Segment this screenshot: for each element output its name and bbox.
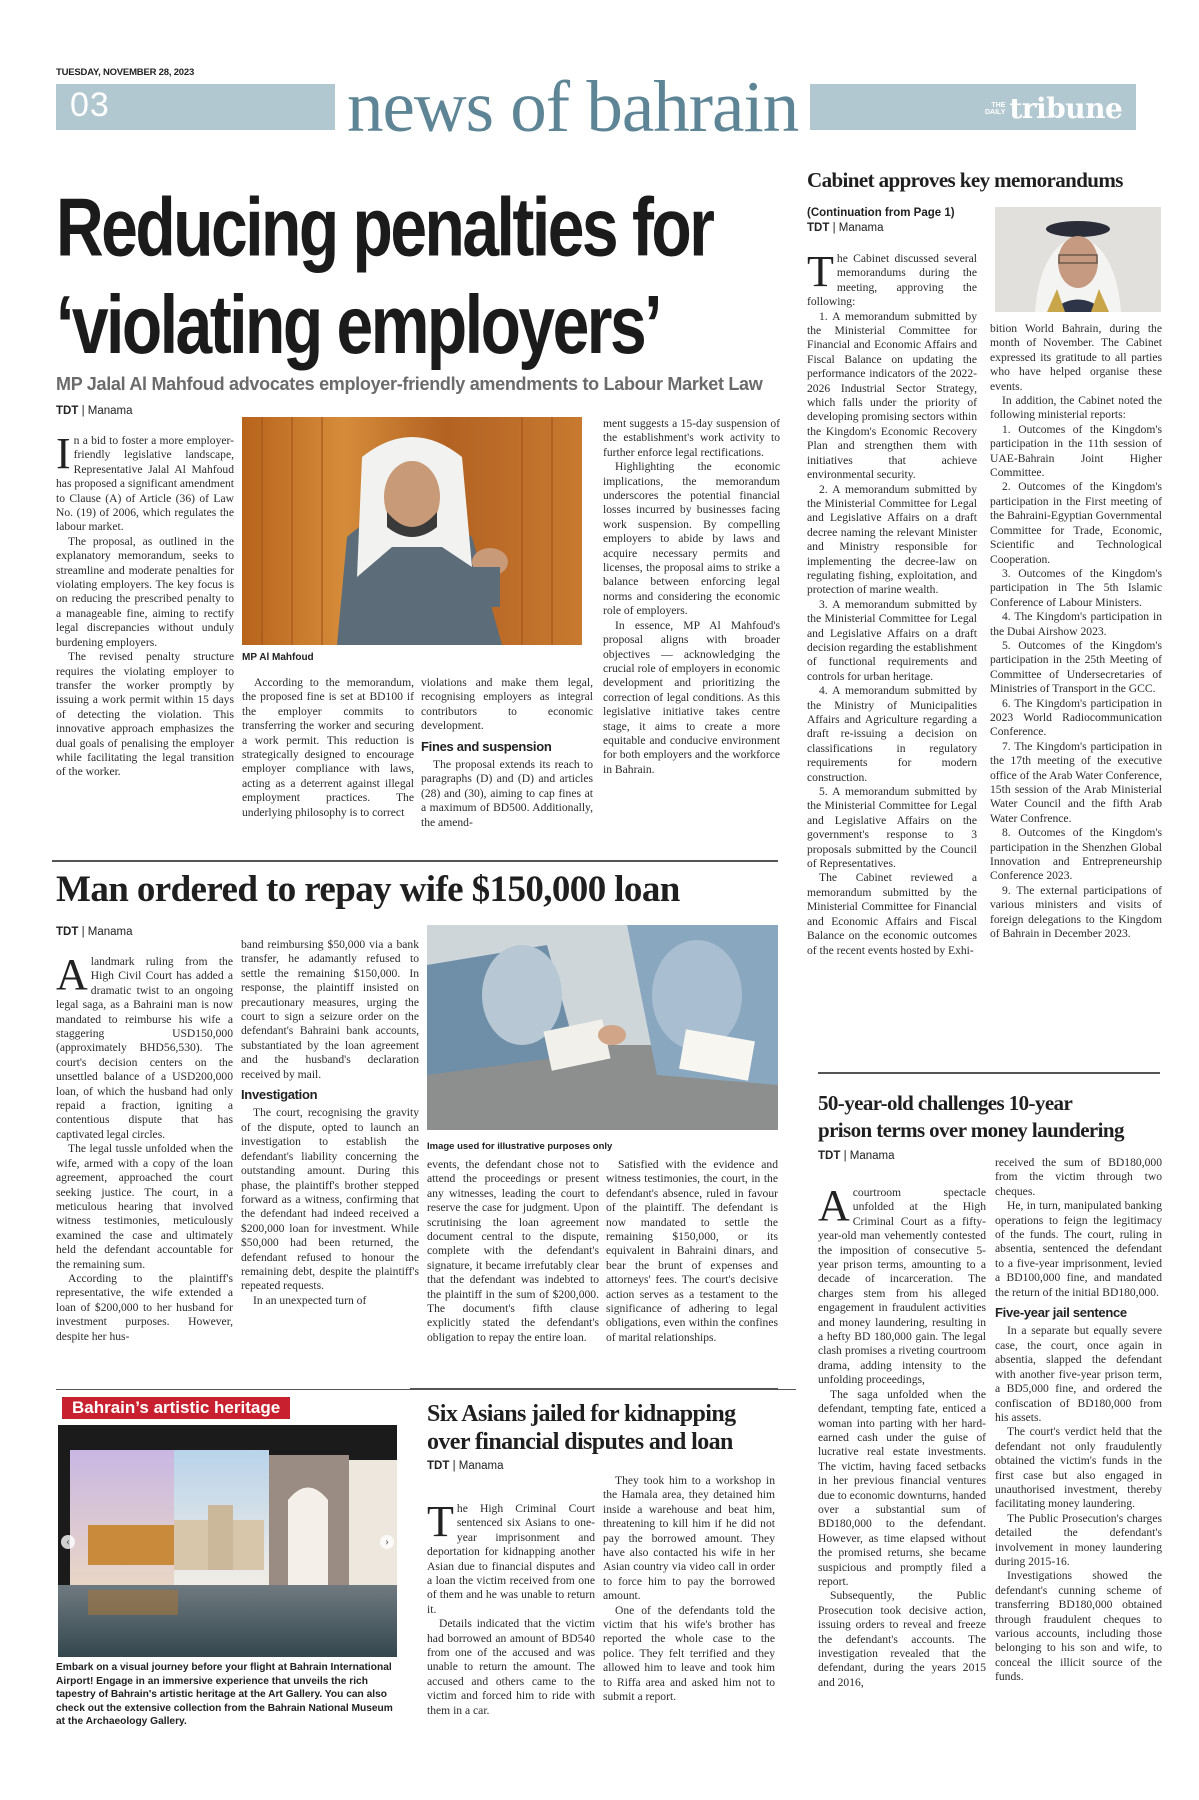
divider (52, 860, 778, 862)
list-item: 5. Outcomes of the Kingdom's participation in the 25th Meeting of Committee of Undersecretaries of Ministries of Transport in the GCC. (990, 638, 1162, 696)
investigation-subhead: Investigation (241, 1087, 318, 1103)
byline-source: TDT (807, 222, 830, 234)
loan-col-2 (241, 938, 419, 1308)
carousel-next-button[interactable] (380, 1535, 394, 1549)
list-item: 8. Outcomes of the Kingdom's participation in the Shenzhen Global Innovation and Entrepreneurship Conference 2023. (990, 826, 1162, 883)
heritage-tag: Bahrain’s artistic heritage (62, 1397, 290, 1419)
loan-headline: Man ordered to repay wife $150,000 loan (56, 869, 680, 910)
paragraph: he High Criminal Court sentenced six Asians to one-year imprisonment and deportation for kidnapping another Asian due to financial disputes and a loan the victim received from one of them and he was unable to return it. (427, 1502, 595, 1616)
paragraph: n a bid to foster a more employer-friendly legislative landscape, Representative Jalal Al Mahfoud has proposed a significant amendment to Clause (A) of Article (36) of Law No. (19) of 2006, which regulates the labour market. (56, 434, 234, 534)
lead-subheadline: MP Jalal Al Mahfoud advocates employer-friendly amendments to Labour Market Law (56, 374, 763, 394)
heritage-caption: Embark on a visual journey before your flight at Bahrain International Airport! Engage in an immersive experience that unveils the rich tapestry of Bahrain's artistic heritage at the Art Gallery. You can also check out the extensive collection from the Bahrain National Museum at the Archaeology Gallery. (56, 1662, 393, 1728)
paragraph: violations and make them legal, recognising employers as integral contributors to economic development. (421, 676, 593, 733)
paragraph: The court, recognising the gravity of the dispute, opted to launch an investigation to establish the defendant's liability concerning the outstanding amount. During this phase, the plaintiff's brother stepped forward as a witness, confirming that the defendant had indeed received a $200,000 loan for investment. While $50,000 had been returned, the defendant refused to honour the remaining debt, despite the plaintiff's repeated requests. (241, 1106, 419, 1293)
paragraph: According to the plaintiff's representative, the wife extended a loan of $200,000 to her husband for investment purposes. However, despite her hus- (56, 1271, 233, 1343)
brand-logo (985, 92, 1122, 125)
cabinet-col-2 (990, 322, 1162, 941)
paragraph: In an unexpected turn of (253, 1293, 367, 1307)
paragraph: events, the defendant chose not to attend the proceedings or present any witnesses, leading the court to reserve the case for judgment. Upon scrutinising the loan agreement document central to the dispute, complete with the defendant's signature, it became irrefutably clear that the defendant was indebted to the plaintiff in the sum of $200,000. The document's fifth clause explicitly stated the defendant's obligation to repay the entire loan. (427, 1158, 599, 1344)
mp-photo-image (242, 417, 582, 645)
cabinet-col-1 (807, 247, 977, 958)
byline-location: | Manama (81, 926, 133, 938)
paragraph: Highlighting the economic implications, the memorandum underscores the potential financial losses incurred by businesses facing work suspension. By compelling employers to abide by laws and acquire necessary permits and licenses, the proposal aims to strike a balance between enforcing legal norms and considering the economic role of employers. (603, 460, 780, 618)
drop-cap: T (807, 247, 834, 296)
lead-headline-line2: ‘violating employers’ (56, 278, 661, 371)
paragraph: The saga unfolded when the defendant, tempting fate, enticed a woman into parting with her hard-earned cash under the guise of lucrative real estate investments. The victim, having faced setbacks in her previous financial ventures due to economic downturns, handed over a substantial sum of BD180,000 to the defendant. However, as time elapsed without the promised returns, she became suspicious and promptly filed a report. (818, 1387, 986, 1588)
byline-source: TDT (818, 1150, 841, 1162)
page-number: 03 (70, 86, 110, 124)
paragraph: The Cabinet reviewed a memorandum submitted by the Ministerial Committee for Financial and Economic Affairs and Fiscal Balance on the economic outcomes of the recent events hosted by Exhi- (807, 871, 977, 957)
cabinet-byline (807, 222, 884, 234)
loan-col-3 (427, 1158, 599, 1345)
issue-date: TUESDAY, NOVEMBER 28, 2023 (56, 67, 195, 78)
loan-col-1 (56, 950, 233, 1344)
paragraph: In essence, MP Al Mahfoud's proposal aligns with broader objectives — acknowledging the crucial role of employers in economic development and prioritizing the correction of legal conditions. As this legislative initiative takes centre stage, it aims to create a more equitable and conducive environment for both employers and the workforce in Bahrain. (603, 618, 780, 776)
lead-headline (56, 178, 796, 373)
divider (410, 1388, 778, 1390)
lead-byline (56, 405, 133, 417)
paragraph: he Cabinet discussed several memorandums during the meeting, approving the following: (807, 252, 977, 309)
laundering-byline (818, 1150, 895, 1162)
paragraph: In a separate but equally severe case, the court, once again in absentia, slapped the defendant with another five-year prison term, a BD5,000 fine, and ordered the confiscation of BD180,000 from his assets. (995, 1324, 1162, 1424)
paragraph: The Public Prosecution's charges detailed the defendant's involvement in money laundering during 2015-16. (995, 1511, 1162, 1568)
byline-source: TDT (56, 405, 79, 417)
lead-col-3 (421, 676, 593, 830)
list-item: 3. Outcomes of the Kingdom's participation in The 5th Islamic Conference of Labour Ministers. (990, 566, 1162, 609)
byline-location: | Manama (832, 222, 884, 234)
paragraph: According to the memorandum, the proposed fine is set at BD100 if the employer commits to transferring the worker and securing a work permit. This reduction is strategically designed to encourage employer compliance with laws, acting as a deterrent against illegal employment practices. The underlying philosophy is to correct (242, 676, 414, 819)
byline-location: | Manama (843, 1150, 895, 1162)
drop-cap: T (427, 1497, 454, 1546)
paragraph: band reimbursing $50,000 via a bank transfer, he adamantly refused to settle the remaining $150,000. In response, the plaintiff insisted on precautionary measures, urging the court to sign a seizure order on the defendant's Bahraini bank accounts, substantiated by the loan agreement and the husband's declaration received by mail. (241, 938, 419, 1081)
fines-subhead: Fines and suspension (421, 738, 552, 754)
paragraph: The proposal, as outlined in the explanatory memorandum, seeks to streamline and moderate penalties for violating employers. The key focus is on reducing the prescribed penalty to a manageable fine, aiming to rectify legal discrepancies without unduly burdening employers. (56, 534, 234, 649)
list-item: 4. The Kingdom's participation in the Dubai Airshow 2023. (990, 610, 1162, 638)
laundering-col-1 (818, 1181, 986, 1690)
paragraph: The proposal extends its reach to paragraphs (D) and (D) and articles (28) and (30), aiming to cap fines at a maximum of BD500. Additionally, the amend- (421, 758, 593, 829)
cabinet-photo (995, 207, 1161, 312)
laundering-headline (818, 1090, 1168, 1144)
paragraph: The court's verdict held that the defendant not only fraudulently obtained the victim's funds in the first case but also engaged in unauthorised investment, thereby facilitating money laundering. (995, 1425, 1162, 1511)
loan-byline (56, 926, 133, 938)
paragraph: In addition, the Cabinet noted the following ministerial reports: (990, 394, 1162, 422)
paragraph: The revised penalty structure requires the violating employer to transfer the worker promptly by issuing a work permit within 15 days of detecting the violation. This innovative approach emphasizes the dual goals of penalising the employer while facilitating the legal transition of the worker. (56, 650, 234, 779)
paragraph: Details indicated that the victim had borrowed an amount of BD540 from one of the accused and was unable to return the amount. The accused and others came to the victim and forced him to ride with them in a car. (427, 1617, 595, 1717)
loan-photo-caption: Image used for illustrative purposes only (427, 1141, 613, 1152)
list-item: 1. Outcomes of the Kingdom's participation in the 11th session of UAE-Bahrain Joint Higher Committee. (990, 422, 1162, 480)
brand-small-bottom: DAILY (985, 108, 1006, 116)
lead-col-2 (242, 676, 414, 820)
byline-source: TDT (56, 926, 79, 938)
list-item: 4. A memorandum submitted by the Ministry of Municipalities Affairs and Agriculture regarding a draft re-issuing a decision on classifications in regulatory requirements for modern construction. (807, 684, 977, 784)
byline-location: | Manama (81, 405, 133, 417)
paragraph: courtroom spectacle unfolded at the High Criminal Court as a fifty-year-old man vehemently contested the imposition of consecutive 5-year prison terms, amounting to a decade of incarceration. The charges stem from his alleged engagement in fraudulent activities and money laundering, resulting in a hefty BD 180,000 gain. The legal clash promises a riveting courtroom drama, adding intensity to the unfolding proceedings, (818, 1186, 986, 1387)
lead-col-4 (603, 417, 780, 777)
paragraph: bition World Bahrain, during the month of November. The Cabinet expressed its gratitude to all parties who have helped organise these events. (990, 322, 1162, 393)
loan-photo-image (427, 925, 778, 1130)
chevron-right-icon: › (385, 1534, 389, 1548)
byline-source: TDT (427, 1460, 450, 1472)
chevron-left-icon: ‹ (66, 1534, 70, 1548)
mp-photo-caption: MP Al Mahfoud (242, 652, 314, 663)
brand-small-top: THE (991, 101, 1006, 109)
paragraph: The legal tussle unfolded when the wife, armed with a copy of the loan agreement, approached the court seeking justice. The court, in a meticulous hearing that involved witness testimonies, meticulously examined the case and ultimately held the defendant accountable for the remaining sum. (56, 1142, 233, 1271)
loan-col-4 (606, 1158, 778, 1345)
list-item: 9. The external participations of various ministers and visits of foreign delegations to the Kingdom of Bahrain in December 2023. (990, 883, 1162, 941)
kidnap-col-1 (427, 1497, 595, 1718)
brand-small-text (985, 102, 1005, 116)
paragraph: He, in turn, manipulated banking operations to feign the legitimacy of the funds. The court, ruling in absentia, sentenced the defendant to a five-year imprisonment, levied a BD100,000 fine, and mandated the return of the initial BD180,000. (995, 1199, 1162, 1299)
section-title: news of bahrain (335, 70, 810, 143)
paragraph: Subsequently, the Public Prosecution took decisive action, issuing orders to reveal and freeze the defendant's accounts. The investigation revealed that the defendant, during the years 2015 and 2016, (818, 1589, 986, 1689)
laundering-col-2 (995, 1156, 1162, 1685)
paragraph: They took him to a workshop in the Hamala area, they detained him inside a warehouse and beat him, threatening to kill him if he did not pay the borrowed amount. They have also contacted his wife in her Asian country via video call in order to force him to pay the borrowed amount. (603, 1474, 775, 1603)
jail-sentence-subhead: Five-year jail sentence (995, 1305, 1127, 1321)
list-item: 6. The Kingdom's participation in 2023 World Radiocommunication Conference. (990, 696, 1162, 739)
laundering-headline-line1: 50-year-old challenges 10-year (818, 1091, 1073, 1115)
cabinet-photo-image (995, 207, 1161, 312)
kidnap-col-2 (603, 1474, 775, 1705)
drop-cap: A (818, 1181, 850, 1230)
mp-photo (242, 417, 582, 645)
paragraph: received the sum of BD180,000 from the victim through two cheques. (995, 1156, 1162, 1198)
heritage-photo (58, 1425, 397, 1657)
loan-photo (427, 925, 778, 1130)
lead-col-1 (56, 429, 234, 780)
drop-cap: I (56, 429, 71, 478)
kidnap-headline (427, 1400, 787, 1456)
paragraph: Investigations showed the defendant's cunning scheme of transferring BD180,000 obtained through fraudulent cheques to various accounts, including those belonging to his son and wife, to conceal the illicit source of the funds. (995, 1569, 1162, 1684)
kidnap-byline (427, 1460, 504, 1472)
drop-cap: A (56, 950, 88, 999)
paragraph: One of the defendants told the victim that his wife's brother has reported the whole case to the police. They felt terrified and they allowed him to leave and took him to Riffa area and asked him not to submit a report. (603, 1603, 775, 1704)
kidnap-headline-line1: Six Asians jailed for kidnapping (427, 1401, 736, 1427)
divider (818, 1072, 1160, 1074)
heritage-photo-image (58, 1425, 397, 1657)
list-item: 3. A memorandum submitted by the Ministerial Committee for Legal and Legislative Affairs on a draft decision regarding the establishment of functional requirements and controls for urban heritage. (807, 597, 977, 683)
paragraph: Satisfied with the evidence and witness testimonies, the court, in the defendant's absence, ruled in favour of the plaintiff. The defendant is now mandated to settle the remaining $150,000, or its equivalent in Bahraini dinars, and bear the brunt of expenses and attorneys' fees. The court's decisive action serves as a testament to the significance of adhering to legal obligations, even within the confines of marital relationships. (606, 1158, 778, 1344)
paragraph: ment suggests a 15-day suspension of the establishment's work activity to further enforce legal rectifications. (603, 417, 780, 459)
laundering-headline-line2: prison terms over money laundering (818, 1118, 1124, 1142)
carousel-prev-button[interactable] (61, 1535, 75, 1549)
list-item: 7. The Kingdom's participation in the 17th meeting of the executive office of the Arab Water Conference, 15th session of the Arab Ministerial Water Council and the fifth Arab Water Confrence. (990, 739, 1162, 825)
kidnap-headline-line2: over financial disputes and loan (427, 1429, 733, 1455)
list-item: 2. A memorandum submitted by the Ministerial Committee for Legal and Legislative Affairs on a draft decree naming the relevant Minister and Ministry responsible for implementing the decree-law on regulating fishing, exploitation, and protection of marine wealth. (807, 482, 977, 597)
lead-headline-line1: Reducing penalties for (56, 180, 713, 273)
list-item: 5. A memorandum submitted by the Ministerial Committee for Legal and Legislative Affairs on the government's response to 3 proposals submitted by the Council of Representatives. (807, 785, 977, 871)
list-item: 1. A memorandum submitted by the Ministerial Committee for Financial and Economic Affairs and Fiscal Balance on updating the performance indicators of the 2022-2026 Industrial Sector Strategy, which falls under the priority of developing promising sectors within the Kingdom's Economic Recovery Plan and strengthen them with initiatives that achieve environmental security. (807, 309, 977, 482)
list-item: 2. Outcomes of the Kingdom's participation in the First meeting of the Bahraini-Egyptian Governmental Committee for Trade, Economic, Scientific and Technological Cooperation. (990, 480, 1162, 566)
byline-location: | Manama (452, 1460, 504, 1472)
brand-name: tribune (1009, 92, 1123, 125)
paragraph: landmark ruling from the High Civil Court has added a dramatic twist to an ongoing legal saga, as a Bahraini man is now mandated to reimburse his wife a staggering USD150,000 (approximately BHD56,530). The court's decision centers on the unsettled balance of a USD200,000 loan, of which the husband had only repaid a fraction, igniting a contentious dispute that has captivated legal circles. (56, 955, 233, 1141)
continuation-note: (Continuation from Page 1) (807, 207, 955, 219)
cabinet-headline: Cabinet approves key memorandums (807, 168, 1123, 192)
